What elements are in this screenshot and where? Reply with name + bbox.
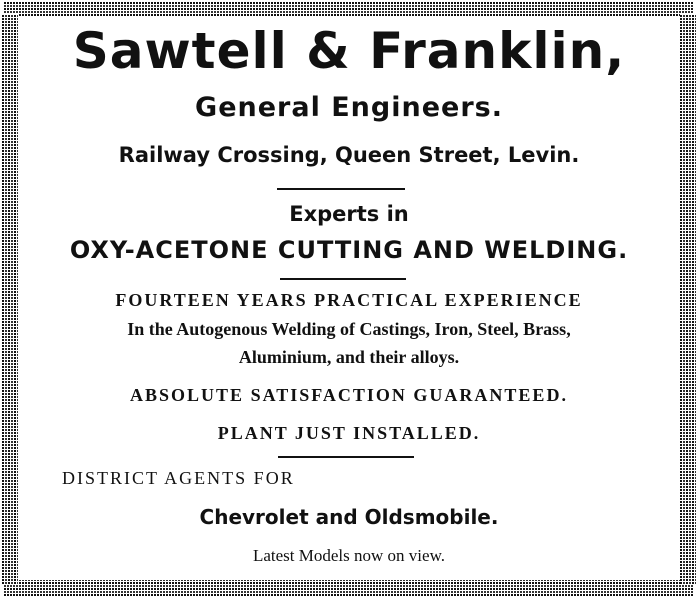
experts-in-text: Experts in [289, 202, 409, 226]
ornamental-border-left [2, 14, 18, 584]
experience-text: FOURTEEN YEARS PRACTICAL EXPERIENCE [115, 290, 583, 310]
trade-heading: General Engineers. [195, 92, 503, 123]
district-agents-text: DISTRICT AGENTS FOR [62, 468, 295, 488]
car-makes-text: Chevrolet and Oldsmobile. [199, 505, 499, 529]
firm-name: Sawtell & Franklin, [72, 22, 626, 80]
specialty-heading: OXY-ACETONE CUTTING AND WELDING. [69, 236, 629, 264]
ornamental-border-right [680, 14, 696, 584]
ornamental-border-bottom [4, 580, 694, 596]
welding-text-line-1: In the Autogenous Welding of Castings, Iron, Steel, Brass, [127, 319, 571, 339]
address-line: Railway Crossing, Queen Street, Levin. [118, 143, 580, 167]
guarantee-text: ABSOLUTE SATISFACTION GUARANTEED. [130, 385, 568, 405]
latest-models-text: Latest Models now on view. [252, 546, 445, 565]
divider-rule [278, 456, 414, 458]
plant-installed-text: PLANT JUST INSTALLED. [217, 423, 481, 443]
ornamental-border-top [4, 2, 694, 16]
welding-text-line-2: Aluminium, and their alloys. [238, 347, 460, 367]
divider-rule [277, 188, 405, 190]
divider-rule [280, 278, 406, 280]
